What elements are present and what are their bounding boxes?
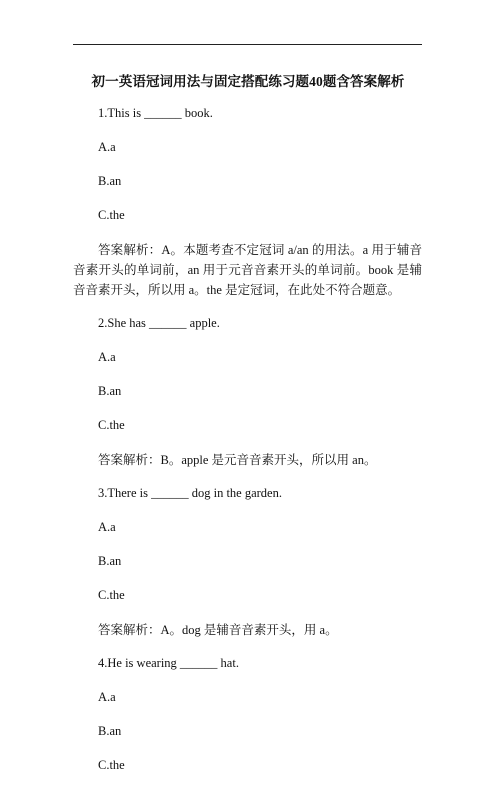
option-c: C.the	[98, 758, 125, 772]
header-rule	[73, 44, 422, 45]
option-b: B.an	[98, 554, 122, 568]
question-block	[73, 654, 422, 774]
option-c: C.the	[98, 208, 125, 222]
document-title: 初一英语冠词用法与固定搭配练习题40题含答案解析	[91, 74, 405, 89]
option-c: C.the	[98, 588, 125, 602]
option-b: B.an	[98, 384, 122, 398]
question-block	[73, 314, 422, 470]
option-a: A.a	[98, 520, 116, 534]
question-block	[73, 484, 422, 640]
question-text: 3.There is ______ dog in the garden.	[98, 486, 282, 500]
answer-explanation: 答案解析：A。本题考查不定冠词 a/an 的用法。a 用于辅音音素开头的单词前，an 用于元音音素开头的单词前。book 是辅音音素开头，所以用 a。the 是定冠词，在此处不符合题意。	[73, 243, 422, 297]
option-c: C.the	[98, 418, 125, 432]
answer-explanation: 答案解析：B。apple 是元音音素开头，所以用 an。	[98, 453, 377, 467]
question-block	[73, 104, 422, 300]
answer-explanation: 答案解析：A。dog 是辅音音素开头，用 a。	[98, 623, 338, 637]
option-a: A.a	[98, 350, 116, 364]
question-text: 4.He is wearing ______ hat.	[98, 656, 239, 670]
document-body	[73, 104, 422, 790]
question-text: 1.This is ______ book.	[98, 106, 213, 120]
option-b: B.an	[98, 174, 122, 188]
option-a: A.a	[98, 140, 116, 154]
option-a: A.a	[98, 690, 116, 704]
option-b: B.an	[98, 724, 122, 738]
question-text: 2.She has ______ apple.	[98, 316, 220, 330]
